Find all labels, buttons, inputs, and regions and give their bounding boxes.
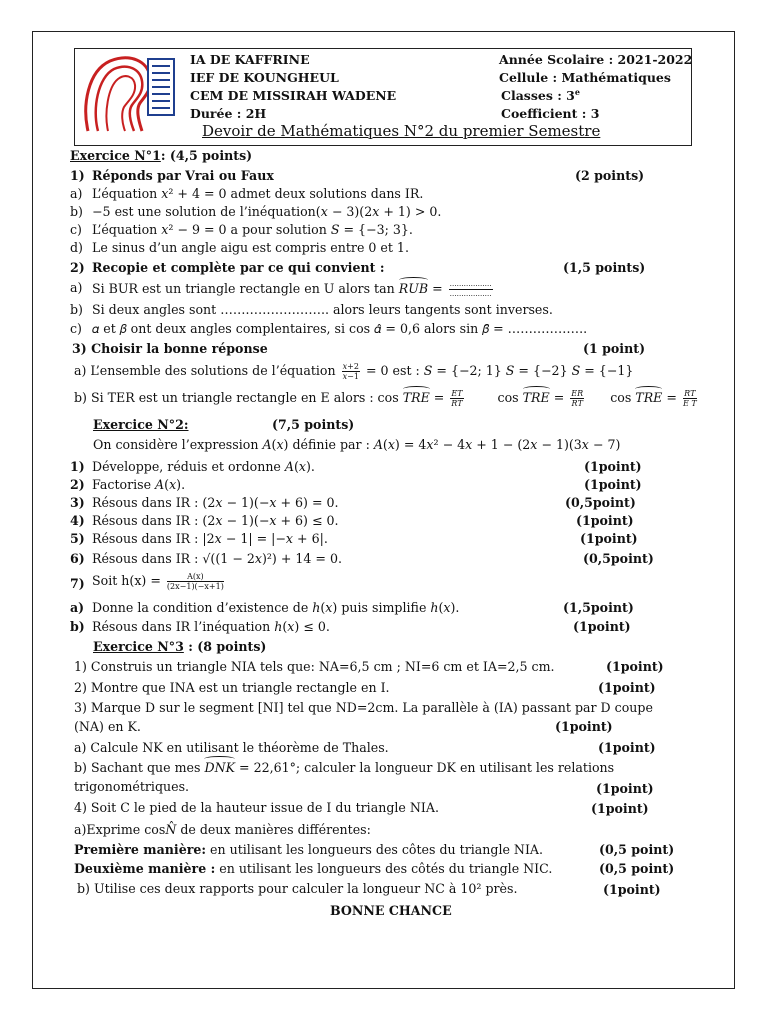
- ex3-l5a: b) Sachant que mes 𝐷𝑁𝐾 = 22,61°; calculer la longueur DK en utilisant les relations: [74, 760, 615, 775]
- ex3-l7: a)Exprime cos𝑁̂ de deux manières différentes:: [74, 822, 371, 837]
- ex3-l8-points: (0,5 point): [599, 842, 675, 857]
- ex2-q3-points: (0,5point): [565, 495, 636, 510]
- ex2-q1-num: 1): [70, 459, 85, 474]
- ex1-q2-title: Recopie et complète par ce qui convient :: [92, 260, 385, 275]
- header-right-2: Cellule : Mathématiques: [499, 70, 671, 85]
- ex3-l6-points: (1point): [591, 801, 649, 816]
- header-right-4: Coefficient : 3: [501, 106, 600, 121]
- ex1-q1d-num: d): [70, 240, 83, 255]
- ex1-q1c-num: c): [70, 222, 82, 237]
- ex3-l1-points: (1point): [606, 659, 664, 674]
- ex2-q1: Développe, réduis et ordonne 𝐴(𝑥).: [92, 459, 315, 474]
- ex1-q2b-num: b): [70, 302, 83, 317]
- ex2-q4-num: 4): [70, 513, 85, 528]
- ex2-qb-num: b): [70, 619, 85, 634]
- ex1-q3a: a) L’ensemble des solutions de l’équation $\frac{\text{𝑥+2}}{\text{𝑥−1}}$ = 0 est : 𝑆 = {−2; 1} 𝑆 = {−2} 𝑆 = {−1}: [74, 362, 634, 381]
- header-left-2: IEF DE KOUNGHEUL: [190, 70, 339, 85]
- header-right-1: Année Scolaire : 2021-2022: [499, 52, 693, 67]
- ex2-q6: Résous dans IR : √((1 − 2𝑥)²) + 14 = 0.: [92, 551, 342, 566]
- ex3-l9-points: (0,5 point): [599, 861, 675, 876]
- ex2-q5: Résous dans IR : |2𝑥 − 1| = |−𝑥 + 6|.: [92, 531, 328, 546]
- ex3-l5-points: (1point): [596, 781, 654, 796]
- ex1-q2-num: 2): [70, 260, 85, 275]
- ex2-q7: Soit h(x) = $\frac{A(x)}{(2x-1)(-x+1)}$: [92, 572, 224, 591]
- ex1-q2b: Si deux angles sont …………………….. alors leurs tangents sont inverses.: [92, 302, 553, 317]
- ex1-q3-points: (1 point): [583, 341, 646, 356]
- ex3-l10: b) Utilise ces deux rapports pour calculer la longueur NC à 10² près.: [77, 881, 518, 896]
- ex2-qa-num: a): [70, 600, 85, 615]
- ex2-q1-points: (1point): [584, 459, 642, 474]
- ex2-q5-num: 5): [70, 531, 85, 546]
- ex2-intro: On considère l’expression 𝐴(𝑥) définie par : 𝐴(𝑥) = 4𝑥² − 4𝑥 + 1 − (2𝑥 − 1)(3𝑥 − 7): [93, 437, 621, 452]
- ex1-q1-num: 1): [70, 168, 85, 183]
- ex2-q3-num: 3): [70, 495, 85, 510]
- ex3-l2-points: (1point): [598, 680, 656, 695]
- footer-text: BONNE CHANCE: [330, 903, 452, 918]
- document-lines-icon: [147, 58, 175, 116]
- ex2-q4-points: (1point): [576, 513, 634, 528]
- ex1-q1a-num: a): [70, 186, 83, 201]
- ex1-q3b: b) Si TER est un triangle rectangle en E alors : cos 𝑇𝑅𝐸 = $\frac{\text{𝐸𝑇}}{\text{𝑅𝑇}}$ cos 𝑇𝑅𝐸 = $\frac{\text{𝐸𝑅}}{\text{𝑅𝑇}}$ cos 𝑇𝑅𝐸 = $\frac{\text{𝑅𝑇}}{\text{𝐸 𝑇}}$: [74, 389, 697, 408]
- ex1-q1b-num: b): [70, 204, 83, 219]
- ex2-qb-points: (1point): [573, 619, 631, 634]
- ex2-heading: Exercice N°2:: [93, 417, 189, 432]
- ex1-q1b: −5 est une solution de l’inéquation(𝑥 − 3)(2𝑥 + 1) > 0.: [92, 204, 442, 219]
- ex1-q2c: 𝛼 et 𝛽 ont deux angles complentaires, si cos 𝛼̂ = 0,6 alors sin 𝛽̂ = ……………….: [92, 321, 588, 336]
- ex2-q2: Factorise 𝐴(𝑥).: [92, 477, 186, 492]
- ex3-l9: Deuxième manière : en utilisant les longueurs des côtés du triangle NIC.: [74, 861, 553, 876]
- ex3-l3b: (NA) en K.: [74, 719, 141, 734]
- ex3-l4: a) Calcule NK en utilisant le théorème de Thales.: [74, 740, 389, 755]
- ex1-heading: Exercice N°1: (4,5 points): [70, 148, 253, 163]
- ex3-heading: Exercice N°3 : (8 points): [93, 639, 267, 654]
- ex1-q2-points: (1,5 points): [563, 260, 646, 275]
- ex2-q3: Résous dans IR : (2𝑥 − 1)(−𝑥 + 6) = 0.: [92, 495, 339, 510]
- ex2-q2-num: 2): [70, 477, 85, 492]
- ex3-l3-points: (1point): [555, 719, 613, 734]
- ex3-l4-points: (1point): [598, 740, 656, 755]
- ex1-q1a: L’équation 𝑥² + 4 = 0 admet deux solutions dans IR.: [92, 186, 424, 201]
- ex1-q1-points: (2 points): [575, 168, 645, 183]
- ex1-q2c-num: c): [70, 321, 82, 336]
- ex1-q1d: Le sinus d’un angle aigu est compris entre 0 et 1.: [92, 240, 409, 255]
- ex1-q2a: Si BUR est un triangle rectangle en U alors tan 𝑅𝑈𝐵 = $\frac{\dots\dots\dots\dots\dots\dots}{\dots\dots\dots\dots\dots\dots}$: [92, 280, 492, 298]
- ex2-q2-points: (1point): [584, 477, 642, 492]
- ex3-l6: 4) Soit C le pied de la hauteur issue de I du triangle NIA.: [74, 800, 439, 815]
- ex1-q1-title: Réponds par Vrai ou Faux: [92, 168, 274, 183]
- ex2-points: (7,5 points): [272, 417, 355, 432]
- header-left-1: IA DE KAFFRINE: [190, 52, 310, 67]
- ex3-l5b: trigonométriques.: [74, 779, 190, 794]
- header-right-3: Classes : 3e: [501, 87, 580, 103]
- ex2-q7-num: 7): [70, 576, 85, 591]
- ex3-l3a: 3) Marque D sur le segment [NI] tel que ND=2cm. La parallèle à (IA) passant par D coupe: [74, 700, 653, 715]
- ex2-q6-num: 6): [70, 551, 85, 566]
- ex3-l8: Première manière: en utilisant les longueurs des côtes du triangle NIA.: [74, 842, 544, 857]
- ex3-l2: 2) Montre que INA est un triangle rectangle en I.: [74, 680, 390, 695]
- ex1-q2a-num: a): [70, 280, 83, 295]
- ex1-q1c: L’équation 𝑥² − 9 = 0 a pour solution 𝑆 = {−3; 3}.: [92, 222, 413, 237]
- header-left-4: Durée : 2H: [190, 106, 267, 121]
- ex3-l10-points: (1point): [603, 882, 661, 897]
- ex1-q3-title: 3) Choisir la bonne réponse: [72, 341, 268, 356]
- ex2-q4: Résous dans IR : (2𝑥 − 1)(−𝑥 + 6) ≤ 0.: [92, 513, 339, 528]
- ex2-q6-points: (0,5point): [583, 551, 654, 566]
- ex2-q5-points: (1point): [580, 531, 638, 546]
- ex3-l1: 1) Construis un triangle NIA tels que: NA=6,5 cm ; NI=6 cm et IA=2,5 cm.: [74, 659, 555, 674]
- page-title: Devoir de Mathématiques N°2 du premier Semestre: [202, 122, 601, 140]
- header-left-3: CEM DE MISSIRAH WADENE: [190, 88, 397, 103]
- ex2-qb: Résous dans IR l’inéquation ℎ(𝑥) ≤ 0.: [92, 619, 330, 634]
- ex2-qa-points: (1,5point): [563, 600, 634, 615]
- ex2-qa: Donne la condition d’existence de ℎ(𝑥) puis simplifie ℎ(𝑥).: [92, 600, 460, 615]
